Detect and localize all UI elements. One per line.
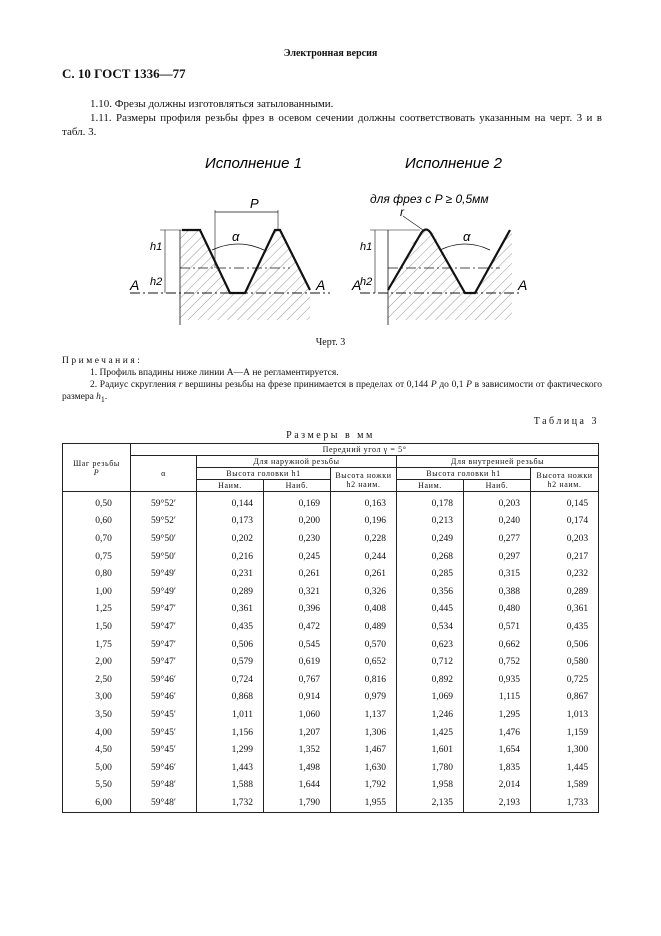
table-row — [63, 601, 599, 619]
table-cell: 0,619 — [264, 653, 331, 671]
header-inner-h2: Высота ножки h2 наим. — [531, 468, 599, 492]
header-step: Шаг резьбы P — [63, 444, 131, 492]
table-cell: 0,388 — [464, 583, 531, 601]
table-cell: 0,396 — [264, 601, 331, 619]
table-cell: 2,50 — [63, 671, 131, 689]
table-cell: 59°47′ — [131, 601, 197, 619]
table-cell: 1,467 — [331, 741, 397, 759]
variant2-label-alpha: α — [463, 229, 471, 244]
table-cell: 59°46′ — [131, 759, 197, 777]
table-cell: 1,352 — [264, 741, 331, 759]
table-cell: 0,75 — [63, 548, 131, 566]
electronic-version-note: Электронная версия — [283, 48, 378, 59]
table-cell: 1,156 — [197, 724, 264, 742]
table-row — [63, 618, 599, 636]
table-cell: 1,295 — [464, 706, 531, 724]
table-cell: 2,135 — [397, 794, 464, 812]
table-cell: 0,231 — [197, 565, 264, 583]
table-cell: 0,178 — [397, 492, 464, 513]
table-cell: 0,480 — [464, 601, 531, 619]
table-cell: 59°52′ — [131, 513, 197, 531]
table-cell: 59°52′ — [131, 492, 197, 513]
table-cell: 0,724 — [197, 671, 264, 689]
table-cell: 5,00 — [63, 759, 131, 777]
table-cell: 0,202 — [197, 530, 264, 548]
table-cell: 1,50 — [63, 618, 131, 636]
table-row — [63, 653, 599, 671]
table-body — [63, 492, 599, 813]
table-cell: 0,230 — [264, 530, 331, 548]
table-cell: 1,476 — [464, 724, 531, 742]
notes-title: Примечания: — [62, 356, 143, 366]
note-2: 2. Радиус скругления r вершины резьбы на фрезе принимается в пределах от 0,144 P до 0,1 P в зависимости от фактического размера $h_1$. — [62, 380, 603, 404]
table-cell: 1,644 — [264, 777, 331, 795]
variant1-label-alpha: α — [232, 229, 240, 244]
table-cell: 0,580 — [531, 653, 599, 671]
table-cell: 0,60 — [63, 513, 131, 531]
table-cell: 1,733 — [531, 794, 599, 812]
table-cell: 0,571 — [464, 618, 531, 636]
table-cell: 0,868 — [197, 689, 264, 707]
table-cell: 0,297 — [464, 548, 531, 566]
table-cell: 1,792 — [331, 777, 397, 795]
table-cell: 1,443 — [197, 759, 264, 777]
table-cell: 0,173 — [197, 513, 264, 531]
table-cell: 0,245 — [264, 548, 331, 566]
table-cell: 0,892 — [397, 671, 464, 689]
variant1-label-p: P — [250, 196, 259, 211]
table-cell: 0,289 — [197, 583, 264, 601]
table-cell: 59°47′ — [131, 636, 197, 654]
table-cell: 0,914 — [264, 689, 331, 707]
variant1-label-h2: h2 — [150, 276, 163, 288]
variant1-profile — [130, 210, 330, 325]
table-cell: 0,445 — [397, 601, 464, 619]
table-cell: 1,060 — [264, 706, 331, 724]
table-cell: 0,50 — [63, 492, 131, 513]
table-cell: 1,589 — [531, 777, 599, 795]
table-cell: 2,193 — [464, 794, 531, 812]
table-cell: 0,979 — [331, 689, 397, 707]
table-cell: 5,50 — [63, 777, 131, 795]
header-outer-max: Наиб. — [264, 480, 331, 492]
table-cell: 1,246 — [397, 706, 464, 724]
table-cell: 1,835 — [464, 759, 531, 777]
table-cell: 1,115 — [464, 689, 531, 707]
table-cell: 0,277 — [464, 530, 531, 548]
table-cell: 0,435 — [531, 618, 599, 636]
table-cell: 59°48′ — [131, 794, 197, 812]
table-cell: 0,315 — [464, 565, 531, 583]
table-cell: 0,725 — [531, 671, 599, 689]
table-cell: 59°48′ — [131, 777, 197, 795]
table-cell: 1,159 — [531, 724, 599, 742]
table-cell: 0,816 — [331, 671, 397, 689]
table-cell: 0,203 — [464, 492, 531, 513]
note-1: 1. Профиль впадины ниже линии А—А не регламентируется. — [90, 368, 339, 378]
table-cell: 0,261 — [331, 565, 397, 583]
table-cell: 0,326 — [331, 583, 397, 601]
table-row — [63, 636, 599, 654]
thread-dimensions-table — [62, 443, 599, 813]
table-cell: 1,958 — [397, 777, 464, 795]
table-cell: 1,300 — [531, 741, 599, 759]
variant2-label-a-right: A — [518, 277, 528, 293]
table-cell: 0,767 — [264, 671, 331, 689]
table-cell: 0,472 — [264, 618, 331, 636]
table-cell: 0,268 — [397, 548, 464, 566]
table-row — [63, 689, 599, 707]
table-cell: 0,144 — [197, 492, 264, 513]
table-cell: 59°47′ — [131, 653, 197, 671]
table-cell: 59°47′ — [131, 618, 197, 636]
table-cell: 59°46′ — [131, 671, 197, 689]
table-cell: 1,299 — [197, 741, 264, 759]
table-cell: 0,216 — [197, 548, 264, 566]
table-cell: 0,752 — [464, 653, 531, 671]
table-cell: 1,069 — [397, 689, 464, 707]
header-outer-min: Наим. — [197, 480, 264, 492]
variant1-title: Исполнение 1 — [205, 155, 303, 172]
table-cell: 59°45′ — [131, 706, 197, 724]
table-cell: 0,935 — [464, 671, 531, 689]
table-cell: 0,200 — [264, 513, 331, 531]
table-cell: 1,498 — [264, 759, 331, 777]
table-cell: 0,545 — [264, 636, 331, 654]
header-outer-h2: Высота ножки h2 наим. — [331, 468, 397, 492]
table-cell: 1,588 — [197, 777, 264, 795]
table-cell: 1,780 — [397, 759, 464, 777]
table-cell: 0,174 — [531, 513, 599, 531]
paragraph-1-11: 1.11. Размеры профиля резьбы фрез в осевом сечении должны соответствовать указанным на черт. 3 и в табл. 3. — [62, 112, 602, 138]
table-cell: 0,356 — [397, 583, 464, 601]
header-inner-h1: Высота головки h1 — [397, 468, 531, 480]
header-alpha: α — [131, 456, 197, 492]
table-cell: 0,489 — [331, 618, 397, 636]
table-cell: 0,712 — [397, 653, 464, 671]
variant1-label-a-left: A — [130, 277, 140, 293]
table-row — [63, 583, 599, 601]
table-cell: 0,169 — [264, 492, 331, 513]
table-cell: 0,289 — [531, 583, 599, 601]
table-cell: 0,361 — [531, 601, 599, 619]
table-cell: 0,867 — [531, 689, 599, 707]
table-cell: 0,70 — [63, 530, 131, 548]
table-cell: 0,506 — [197, 636, 264, 654]
table-cell: 0,652 — [331, 653, 397, 671]
header-inner-thread: Для внутренней резьбы — [397, 456, 599, 468]
table-cell: 1,00 — [63, 583, 131, 601]
variant1-label-a-right: A — [316, 277, 326, 293]
variant2-label-h1: h1 — [360, 241, 373, 253]
table-cell: 0,361 — [197, 601, 264, 619]
table-cell: 2,014 — [464, 777, 531, 795]
table-cell: 59°46′ — [131, 689, 197, 707]
table-cell: 0,321 — [264, 583, 331, 601]
table-cell: 1,75 — [63, 636, 131, 654]
table-cell: 0,163 — [331, 492, 397, 513]
table-row — [63, 724, 599, 742]
variant2-label-h2: h2 — [360, 276, 373, 288]
table-cell: 0,244 — [331, 548, 397, 566]
table-cell: 59°49′ — [131, 565, 197, 583]
table-cell: 0,217 — [531, 548, 599, 566]
table-row — [63, 513, 599, 531]
table-row — [63, 759, 599, 777]
table-cell: 6,00 — [63, 794, 131, 812]
table-row — [63, 777, 599, 795]
table-cell: 0,203 — [531, 530, 599, 548]
table-cell: 1,425 — [397, 724, 464, 742]
table-cell: 59°50′ — [131, 548, 197, 566]
table-cell: 0,570 — [331, 636, 397, 654]
thread-profile-drawing — [120, 150, 540, 330]
table-cell: 0,80 — [63, 565, 131, 583]
figure-caption: Черт. 3 — [315, 337, 346, 348]
table-cell: 1,601 — [397, 741, 464, 759]
header-inner-min: Наим. — [397, 480, 464, 492]
table-row — [63, 671, 599, 689]
table-cell: 0,240 — [464, 513, 531, 531]
table-cell: 0,506 — [531, 636, 599, 654]
variant2-label-a-left: A — [352, 277, 362, 293]
page-header: С. 10 ГОСТ 1336—77 — [62, 66, 186, 81]
table-cell: 0,196 — [331, 513, 397, 531]
header-outer-h1: Высота головки h1 — [197, 468, 331, 480]
variant2-title: Исполнение 2 — [405, 155, 503, 172]
table-label: Таблица 3 — [533, 416, 599, 427]
table-cell: 0,232 — [531, 565, 599, 583]
table-cell: 0,579 — [197, 653, 264, 671]
table-row — [63, 794, 599, 812]
table-cell: 2,00 — [63, 653, 131, 671]
table-cell: 0,534 — [397, 618, 464, 636]
variant2-note: для фрез с P ≥ 0,5мм — [370, 192, 489, 206]
table-cell: 1,25 — [63, 601, 131, 619]
table-cell: 4,00 — [63, 724, 131, 742]
table-cell: 4,50 — [63, 741, 131, 759]
table-row — [63, 530, 599, 548]
table-cell: 0,435 — [197, 618, 264, 636]
paragraph-1-10: 1.10. Фрезы должны изготовляться затылованными. — [90, 98, 334, 110]
table-cell: 0,249 — [397, 530, 464, 548]
table-cell: 1,630 — [331, 759, 397, 777]
table-cell: 1,732 — [197, 794, 264, 812]
table-row — [63, 548, 599, 566]
table-cell: 1,137 — [331, 706, 397, 724]
table-row — [63, 492, 599, 513]
table-cell: 1,654 — [464, 741, 531, 759]
table-cell: 59°45′ — [131, 724, 197, 742]
header-front-angle: Передний угол γ = 5° — [131, 444, 599, 456]
table-cell: 3,50 — [63, 706, 131, 724]
table-cell: 1,955 — [331, 794, 397, 812]
table-cell: 1,790 — [264, 794, 331, 812]
table-cell: 1,011 — [197, 706, 264, 724]
header-inner-max: Наиб. — [464, 480, 531, 492]
table-cell: 59°49′ — [131, 583, 197, 601]
table-subtitle: Размеры в мм — [286, 430, 375, 441]
table-cell: 0,213 — [397, 513, 464, 531]
variant1-label-h1: h1 — [150, 241, 163, 253]
table-cell: 3,00 — [63, 689, 131, 707]
variant2-profile — [360, 216, 520, 325]
table-cell: 0,145 — [531, 492, 599, 513]
table-row — [63, 741, 599, 759]
table-row — [63, 565, 599, 583]
header-outer-thread: Для наружной резьбы — [197, 456, 397, 468]
table-cell: 0,623 — [397, 636, 464, 654]
table-row — [63, 706, 599, 724]
table-cell: 1,207 — [264, 724, 331, 742]
table-cell: 0,408 — [331, 601, 397, 619]
table-cell: 0,228 — [331, 530, 397, 548]
table-cell: 0,285 — [397, 565, 464, 583]
table-cell: 1,013 — [531, 706, 599, 724]
variant2-label-r: r — [400, 205, 404, 219]
table-cell: 0,261 — [264, 565, 331, 583]
table-cell: 0,662 — [464, 636, 531, 654]
table-cell: 59°50′ — [131, 530, 197, 548]
table-cell: 1,306 — [331, 724, 397, 742]
table-cell: 59°45′ — [131, 741, 197, 759]
table-cell: 1,445 — [531, 759, 599, 777]
